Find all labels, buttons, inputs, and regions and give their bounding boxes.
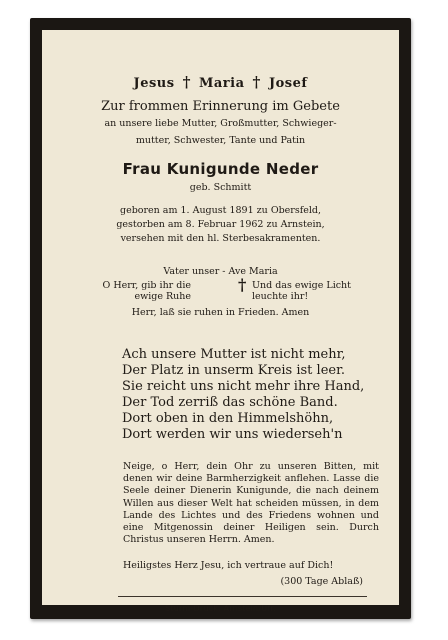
holy-family-header [42,73,399,91]
divider [118,596,367,597]
response-line: leuchte ihr! [252,291,309,302]
poem-line: Dort werden wir uns wiederseh'n [122,427,343,442]
death-line: gestorben am 8. Februar 1962 zu Arnstein, [116,219,325,230]
versicle-line: ewige Ruhe [134,291,191,302]
poem-line: Dort oben in den Himmelshöhn, [122,411,334,426]
indulgence-note: (300 Tage Ablaß) [280,576,363,587]
maiden-name: geb. Schmitt [189,182,252,193]
cross-icon: † [238,275,247,294]
printer-credit: Sturm-Druck, Arnstein/Ufr. [165,604,276,613]
relations-line: mutter, Schwester, Tante und Patin [135,135,306,146]
versicle-line: O Herr, gib ihr die [102,280,191,291]
relations-line: an unsere liebe Mutter, Großmutter, Schwieger- [104,118,337,129]
poem-line: Sie reicht uns nicht mehr ihre Hand, [122,379,365,394]
cross-icon: † [182,73,191,91]
poem-line: Ach unsere Mutter ist nicht mehr, [122,347,346,362]
poem-line: Der Tod zerriß das schöne Band. [122,395,338,410]
invocation: Heiligstes Herz Jesu, ich vertraue auf Dich! [123,560,334,571]
prayer-text: Neige, o Herr, dein Ohr zu unseren Bitten, mit denen wir deine Barmherzigkeit anflehen. Lasse die Seele deiner Dienerin Kunigunde, die nach deinem Willen aus dieser Welt hat scheiden müssen, in dem Lande des Lichtes und des Friedens wohnen und eine Mitgenossin deiner Heiligen sein. Durch Christus unseren Herrn. Amen. [123,461,379,546]
memorial-title: Zur frommen Erinnerung im Gebete [101,99,340,114]
prayer-response [252,280,351,302]
prayer-closing: Herr, laß sie ruhen in Frieden. Amen [131,307,310,318]
birth-line: geboren am 1. August 1891 zu Obersfeld, [120,205,321,216]
prayer-title: Vater unser - Ave Maria [163,266,278,277]
card-paper [42,30,399,613]
prayer-versicle [103,280,191,302]
cross-icon: † [252,73,261,91]
deceased-name: Frau Kunigunde Neder [122,160,319,178]
header-josef: Josef [268,76,308,91]
memorial-card [30,18,411,619]
poem [122,347,364,443]
response-line: Und das ewige Licht [252,280,351,291]
header-maria: Maria [198,76,245,91]
poem-line: Der Platz in unserm Kreis ist leer. [122,363,345,378]
header-jesus: Jesus [133,76,175,91]
sacraments-line: versehen mit den hl. Sterbesakramenten. [120,233,321,244]
